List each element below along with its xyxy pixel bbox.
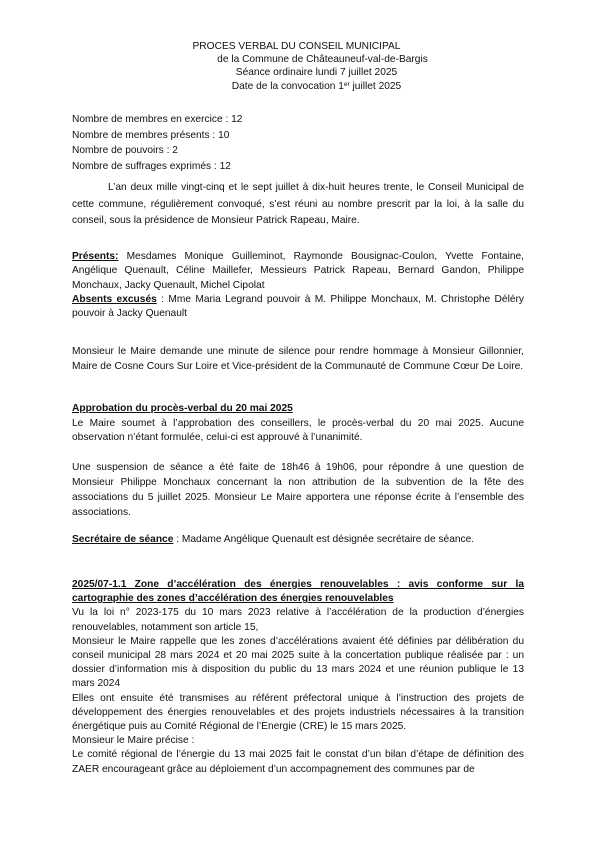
- document-title: PROCES VERBAL DU CONSEIL MUNICIPAL: [192, 41, 401, 52]
- count-presents: Nombre de membres présents : 10: [72, 129, 230, 141]
- deliberation-p2: Monsieur le Maire rappelle que les zones d’accélérations avaient été définies par délibération du conseil municipal 28 mars 2024 et 20 mai 2025 suite à la concertation publique réalisée par : un dossier d’information mis à disposition du public du 13 mars 2024 et une réunion publique le 13 mars 2024: [72, 635, 524, 690]
- opening-paragraph: L’an deux mille vingt-cinq et le sept juillet à dix-huit heures trente, le Conseil Municipal de cette commune, régulièrement convoqué, s’est réuni au nombre prescrit par la loi, à la salle du conseil, sous la présidence de Monsieur Patrick Rapeau, Maire.: [72, 182, 524, 226]
- member-counts: [72, 112, 524, 174]
- convocation-suffix: juillet 2025: [349, 80, 402, 92]
- commune-name: de la Commune de Châteauneuf-val-de-Bargis: [217, 54, 428, 66]
- suspension-paragraph: Une suspension de séance a été faite de 18h46 à 19h06, pour répondre à une question de Monsieur Philippe Monchaux concernant la non attribution de la subvention de la fête des associations du 5 juillet 2025. Monsieur Le Maire apportera une réponse écrite à l’ensemble des associations.: [72, 462, 524, 518]
- count-pouvoirs: Nombre de pouvoirs : 2: [72, 145, 178, 157]
- absents-paragraph: [72, 293, 524, 322]
- convocation-line: [38, 80, 595, 93]
- secretaire-text: : Madame Angélique Quenault est désignée secrétaire de séance.: [173, 534, 475, 545]
- attendance-section: [72, 250, 524, 321]
- document-header: [0, 40, 595, 93]
- count-suffrages: Nombre de suffrages exprimés : 12: [72, 160, 231, 172]
- approbation-text: Le Maire soumet à l’approbation des conseillers, le procès-verbal du 20 mai 2025. Aucune observation n’étant formulée, celui-ci est approuvé à l’unanimité.: [72, 417, 524, 443]
- approbation-title: Approbation du procès-verbal du 20 mai 2025: [72, 403, 293, 414]
- deliberation-p3: Elles ont ensuite été transmises au référent préfectoral unique à l’instruction des projets de développement des énergies renouvelables et des projets industriels nécessaires à la transition énergétique puis au Comité Régional de l’Energie (CRE) le 15 mars 2025.: [72, 692, 524, 733]
- presents-list: Mesdames Monique Guilleminot, Raymonde Bousignac-Coulon, Yvette Fontaine, Angélique Quenault, Céline Maillefer, Messieurs Patrick Rapeau, Bernard Gandon, Philippe Monchaux, Jacky Quenault, Michel Cipolat: [72, 251, 524, 291]
- session-line: Séance ordinaire lundi 7 juillet 2025: [235, 67, 398, 79]
- deliberation-p4: Monsieur le Maire précise :: [72, 735, 195, 747]
- approbation-section: [72, 402, 524, 446]
- count-exercice: Nombre de membres en exercice : 12: [72, 114, 243, 125]
- silence-paragraph: Monsieur le Maire demande une minute de silence pour rendre hommage à Monsieur Gillonnier, Maire de Cosne Cours Sur Loire et Vice-président de la Communauté de Commune Cœur De Loire.: [72, 346, 524, 372]
- secretaire-label: Secrétaire de séance: [72, 534, 174, 545]
- secretaire-paragraph: [72, 533, 524, 547]
- absents-list: : Mme Maria Legrand pouvoir à M. Philippe Monchaux, M. Christophe Déléry pouvoir à Jacky Quenault: [72, 293, 524, 320]
- absents-label: Absents excusés: [72, 293, 157, 305]
- convocation-sup: er: [343, 80, 350, 88]
- deliberation-p1: Vu la loi n° 2023-175 du 10 mars 2023 relative à l’accélération de la production d’énergies renouvelables, notamment son article 15,: [72, 607, 524, 633]
- presents-paragraph: [72, 250, 524, 293]
- convocation-prefix: Date de la convocation 1: [231, 80, 344, 92]
- presents-label: Présents:: [72, 251, 119, 262]
- deliberation-section: [72, 578, 524, 777]
- deliberation-title: 2025/07-1.1 Zone d’accélération des énergies renouvelables : avis conforme sur la cartographie des zones d’accélération des énergies renouvelables: [72, 579, 524, 605]
- deliberation-p5: Le comité régional de l’énergie du 13 mai 2025 fait le constat d’un bilan d’étape de définition des ZAER encourageant grâce au déploiement d’un accompagnement des communes par de: [72, 749, 524, 775]
